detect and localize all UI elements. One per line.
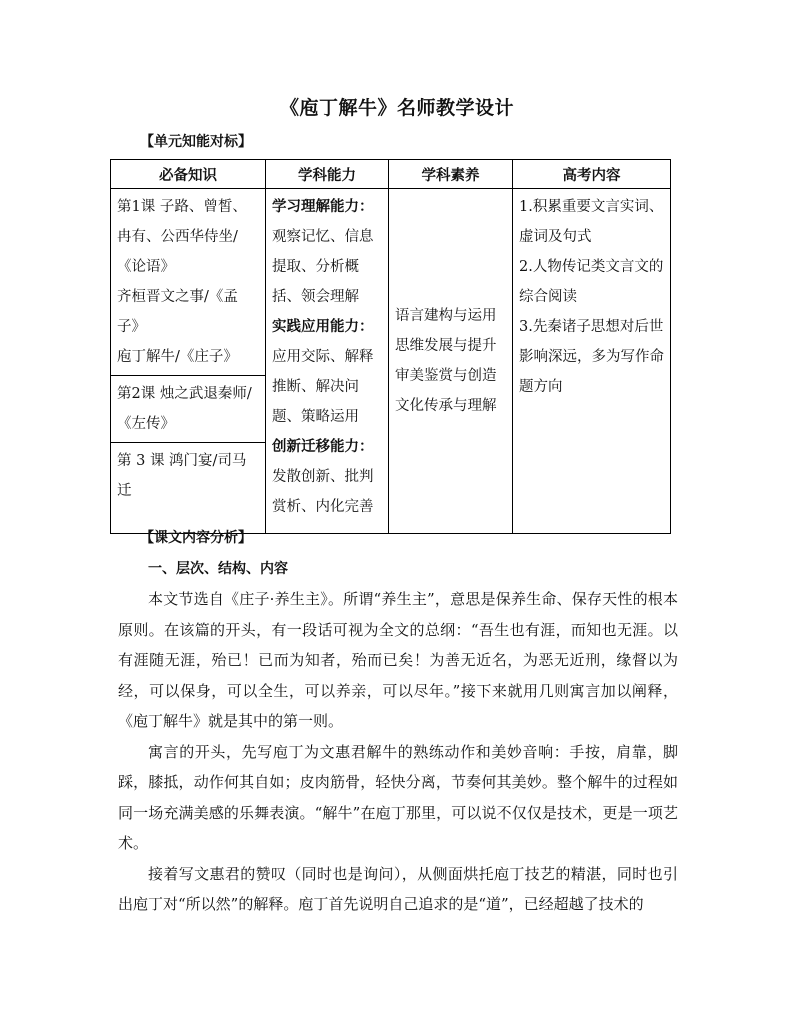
exam-item: 2.人物传记类文言文的综合阅读 <box>519 259 664 305</box>
unit-standards-table <box>110 159 671 534</box>
knowledge-item: 第1课 子路、曾皙、冉有、公西华侍坐/《论语》 <box>117 199 247 275</box>
ability-title: 学习理解能力： <box>272 198 374 215</box>
knowledge-item: 第2课 烛之武退秦师/《左传》 <box>117 386 252 432</box>
ability-desc: 发散创新、批判赏析、内化完善 <box>272 469 374 515</box>
page-title: 《庖丁解牛》名师教学设计 <box>279 97 514 119</box>
table-header-row <box>111 160 671 189</box>
subheading: 一、层次、结构、内容 <box>148 561 288 577</box>
literacy-cell <box>389 189 513 534</box>
exam-item: 1.积累重要文言实词、虚词及句式 <box>519 199 664 245</box>
literacy-item: 思维发展与提升 <box>395 338 497 354</box>
header-ability: 学科能力 <box>266 160 389 189</box>
header-knowledge: 必备知识 <box>111 160 266 189</box>
knowledge-cell-lesson3 <box>111 443 266 534</box>
ability-desc: 应用交际、解释推断、解决问题、策略运用 <box>272 349 374 425</box>
exam-cell <box>513 189 671 534</box>
body-text <box>118 584 678 920</box>
table-row <box>111 189 671 376</box>
literacy-item: 文化传承与理解 <box>395 398 497 414</box>
header-exam: 高考内容 <box>513 160 671 189</box>
ability-title: 实践应用能力： <box>272 318 374 335</box>
knowledge-item: 齐桓晋文之事/《孟子》 <box>117 289 238 335</box>
knowledge-cell-lesson2 <box>111 376 266 443</box>
knowledge-item: 庖丁解牛/《庄子》 <box>117 349 238 365</box>
exam-item: 3.先秦诸子思想对后世影响深远，多为写作命题方向 <box>519 319 664 395</box>
literacy-item: 审美鉴赏与创造 <box>395 368 497 384</box>
paragraph: 接着写文惠君的赞叹（同时也是询问），从侧面烘托庖丁技艺的精湛，同时也引出庖丁对“所以然”的解释。庖丁首先说明自己追求的是“道”，已经超越了技术的 <box>118 864 678 913</box>
knowledge-item: 第 3 课 鸿门宴/司马迁 <box>117 453 247 499</box>
paragraph: 本文节选自《庄子·养生主》。所谓“养生主”，意思是保养生命、保存天性的根本原则。在该篇的开头，有一段话可视为全文的总纲：“吾生也有涯，而知也无涯。以有涯随无涯，殆已！已而为知者，殆而已矣！为善无近名，为恶无近刑，缘督以为经，可以保身，可以全生，可以养亲，可以尽年。”接下来就用几则寓言加以阐释，《庖丁解牛》就是其中的第一则。 <box>118 590 678 730</box>
knowledge-cell-lesson1 <box>111 189 266 376</box>
ability-desc: 观察记忆、信息提取、分析概括、领会理解 <box>272 229 374 305</box>
ability-title: 创新迁移能力： <box>272 438 374 455</box>
header-literacy: 学科素养 <box>389 160 513 189</box>
literacy-item: 语言建构与运用 <box>395 308 497 324</box>
unit-heading: 【单元知能对标】 <box>140 134 252 150</box>
analysis-heading: 【课文内容分析】 <box>140 530 252 546</box>
paragraph: 寓言的开头，先写庖丁为文惠君解牛的熟练动作和美妙音响：手按，肩靠，脚踩，膝抵，动作何其自如；皮肉筋骨，轻快分离，节奏何其美妙。整个解牛的过程如同一场充满美感的乐舞表演。“解牛”在庖丁那里，可以说不仅仅是技术，更是一项艺术。 <box>118 742 678 852</box>
ability-cell <box>266 189 389 534</box>
